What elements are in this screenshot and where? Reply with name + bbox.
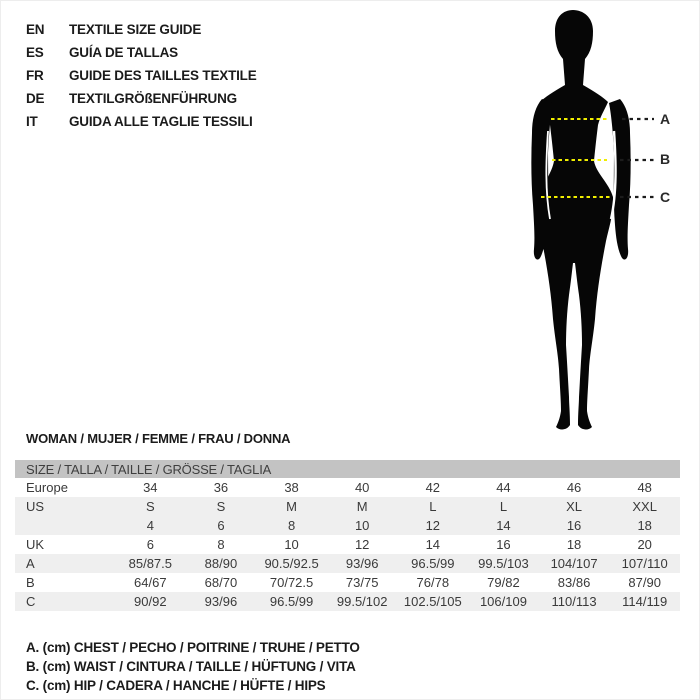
gender-caption: WOMAN / MUJER / FEMME / FRAU / DONNA (26, 431, 291, 446)
table-cell: 99.5/102 (336, 594, 388, 609)
language-row-en (26, 18, 257, 41)
right-arm-silhouette (609, 99, 631, 260)
table-cell: 12 (354, 537, 370, 552)
table-cell: L (499, 499, 508, 514)
table-cell: 16 (496, 537, 511, 552)
language-row-fr (26, 64, 257, 87)
measurement-label-waist: B (660, 151, 670, 167)
table-cell: 73/75 (345, 575, 379, 590)
table-row-label: B (26, 575, 35, 590)
table-row (15, 573, 680, 592)
table-cell: 96.5/99 (269, 594, 314, 609)
table-cell: 87/90 (628, 575, 661, 590)
table-cell: XL (566, 499, 583, 514)
table-cell: 18 (637, 518, 652, 533)
table-cell: 99.5/103 (478, 556, 529, 571)
table-cell: XXL (632, 499, 657, 514)
legend-line-hip: C. (cm) HIP / CADERA / HANCHE / HÜFTE / HIPS (26, 678, 326, 693)
measurement-label-chest: A (660, 111, 670, 127)
language-code: FR (26, 68, 44, 83)
table-cell: 44 (496, 480, 511, 495)
measurement-legend (26, 638, 360, 695)
guide-title-en: TEXTILE SIZE GUIDE (69, 22, 202, 37)
guide-title-es: GUÍA DE TALLAS (69, 45, 178, 60)
table-row (15, 497, 680, 516)
table-cell: 48 (637, 480, 652, 495)
table-row (15, 592, 680, 611)
language-row-de (26, 87, 257, 110)
table-cell: 110/113 (551, 594, 597, 609)
table-cell: 8 (287, 518, 296, 533)
table-row (15, 554, 680, 573)
table-cell: 85/87.5 (128, 556, 172, 571)
language-code: DE (26, 91, 45, 106)
table-cell: 20 (637, 537, 652, 552)
language-code: IT (26, 114, 38, 129)
table-cell: 102.5/105 (403, 594, 462, 609)
table-cell: 107/110 (621, 556, 668, 571)
size-table (15, 460, 680, 611)
language-row-it (26, 110, 257, 133)
table-row-label: Europe (26, 480, 68, 495)
table-cell: 96.5/99 (411, 556, 455, 571)
guide-title-it: GUIDA ALLE TAGLIE TESSILI (69, 114, 253, 129)
legend-line-waist: B. (cm) WAIST / CINTURA / TAILLE / HÜFTUNG / VITA (26, 659, 356, 674)
table-cell: S (145, 499, 155, 514)
legend-line-chest: A. (cm) CHEST / PECHO / POITRINE / TRUHE / PETTO (26, 640, 360, 655)
table-cell: 10 (354, 518, 370, 533)
guide-title-fr: GUIDE DES TAILLES TEXTILE (69, 68, 257, 83)
table-row-label: C (26, 594, 36, 609)
table-cell: L (429, 499, 437, 514)
table-cell: 88/90 (204, 556, 238, 571)
table-cell: 46 (566, 480, 582, 495)
table-row (15, 535, 680, 554)
table-cell: 114/119 (622, 594, 668, 609)
table-cell: 106/109 (479, 594, 527, 609)
body-silhouette (538, 10, 613, 429)
table-cell: 93/96 (204, 594, 238, 609)
language-code: ES (26, 45, 44, 60)
table-cell: 68/70 (204, 575, 238, 590)
table-cell: 36 (213, 480, 229, 495)
table-cell: M (356, 499, 368, 514)
table-cell: 38 (284, 480, 299, 495)
table-cell: 16 (566, 518, 582, 533)
table-cell: S (216, 499, 226, 514)
table-cell: 4 (146, 518, 154, 533)
table-cell: 8 (217, 537, 225, 552)
table-cell: 83/86 (557, 575, 591, 590)
table-cell: 6 (146, 537, 154, 552)
table-cell: 70/72.5 (269, 575, 314, 590)
size-table-rows (15, 478, 680, 611)
table-row-label: US (26, 499, 45, 514)
table-cell: 12 (425, 518, 441, 533)
table-cell: 64/67 (134, 575, 167, 590)
language-row-es (26, 41, 257, 64)
table-cell: 10 (284, 537, 299, 552)
table-cell: 90/92 (134, 594, 167, 609)
table-cell: 18 (566, 537, 582, 552)
table-cell: 90.5/92.5 (264, 556, 319, 571)
table-row (15, 516, 680, 535)
table-cell: M (286, 499, 297, 514)
woman-silhouette-figure (526, 6, 656, 433)
table-cell: 79/82 (487, 575, 520, 590)
table-row-label: A (26, 556, 35, 571)
language-code: EN (26, 22, 45, 37)
table-cell: 42 (425, 480, 441, 495)
table-cell: 34 (143, 480, 158, 495)
table-cell: 14 (496, 518, 511, 533)
table-row-label: UK (26, 537, 45, 552)
language-title-list (26, 18, 257, 133)
measurement-label-hip: C (660, 189, 670, 205)
table-cell: 93/96 (345, 556, 379, 571)
table-cell: 76/78 (416, 575, 450, 590)
guide-title-de: TEXTILGRÖßENFÜHRUNG (69, 91, 237, 106)
table-cell: 104/107 (550, 556, 598, 571)
table-row (15, 478, 680, 497)
size-table-header: SIZE / TALLA / TAILLE / GRÖSSE / TAGLIA (15, 460, 680, 478)
table-cell: 6 (217, 518, 225, 533)
table-cell: 40 (354, 480, 370, 495)
table-cell: 14 (425, 537, 441, 552)
